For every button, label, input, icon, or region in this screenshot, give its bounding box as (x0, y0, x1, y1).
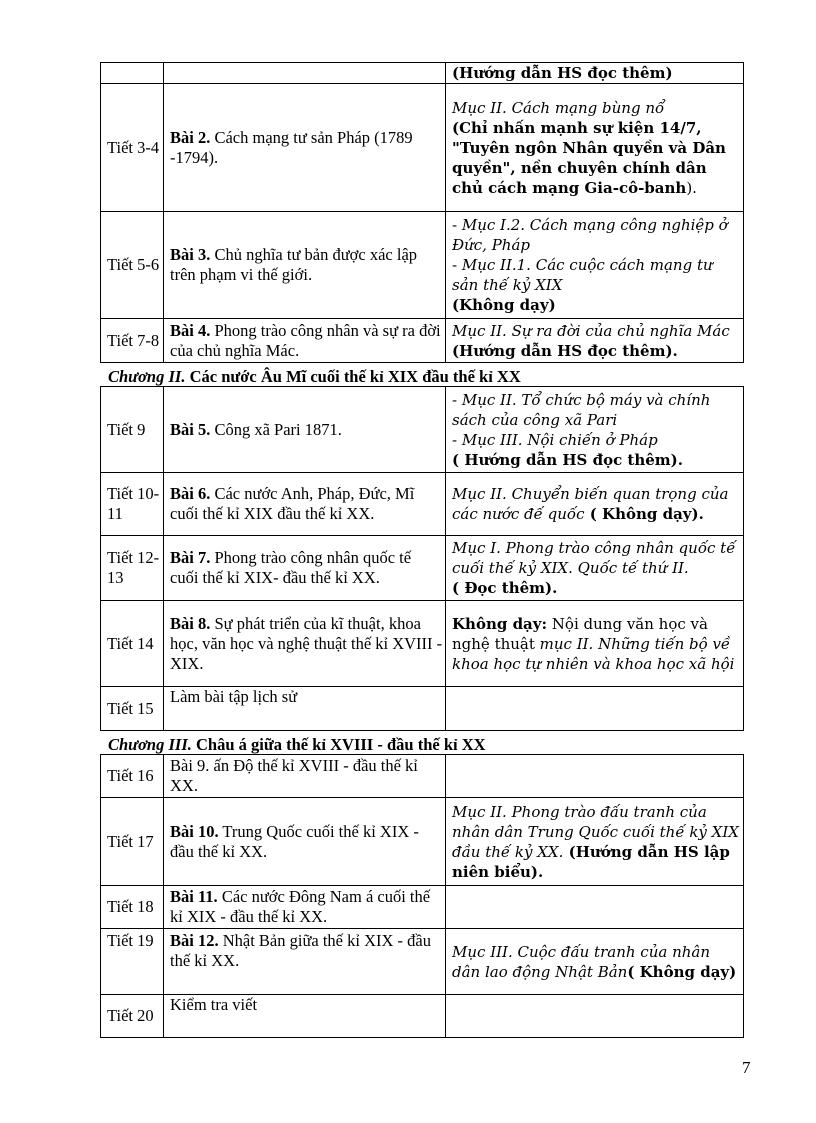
table-row (101, 755, 744, 798)
note-cell (446, 687, 744, 731)
lesson-table-3 (100, 754, 744, 1038)
table-row (101, 84, 744, 212)
note-cell: Không dạy: Nội dung văn học và nghệ thuật mục II. Những tiến bộ về khoa học tự nhiên và khoa học xã hội (446, 601, 744, 687)
period-cell: Tiết 15 (101, 687, 164, 731)
lesson-cell (164, 63, 446, 84)
period-cell: Tiết 12-13 (101, 536, 164, 601)
period-cell: Tiết 10-11 (101, 473, 164, 536)
table-row (101, 929, 744, 995)
note-cell (446, 886, 744, 929)
page-number: 7 (742, 1058, 751, 1077)
period-cell: Tiết 20 (101, 995, 164, 1038)
lesson-cell: Bài 10. Trung Quốc cuối thế kỉ XIX - đầu thế kỉ XX. (164, 798, 446, 886)
table-row (101, 319, 744, 363)
period-cell (101, 63, 164, 84)
table-row (101, 473, 744, 536)
period-cell: Tiết 7-8 (101, 319, 164, 363)
lesson-cell: Bài 11. Các nước Đông Nam á cuối thế kỉ XIX - đầu thế kỉ XX. (164, 886, 446, 929)
note-cell: - Mục I.2. Cách mạng công nghiệp ở Đức, Pháp - Mục II.1. Các cuộc cách mạng tư sản thế kỷ XIX (Không dạy) (446, 212, 744, 319)
note-cell (446, 755, 744, 798)
table-row (101, 995, 744, 1038)
lesson-cell: Bài 5. Công xã Pari 1871. (164, 387, 446, 473)
table-row (101, 601, 744, 687)
chapter-2-title: Chương II. Các nước Âu Mĩ cuối thế kỉ XIX đầu thế kỉ XX (108, 367, 521, 386)
note-cell: Mục II. Chuyển biến quan trọng của các nước đế quốc ( Không dạy). (446, 473, 744, 536)
lesson-cell: Bài 12. Nhật Bản giữa thế kỉ XIX - đầu thế kỉ XX. (164, 929, 446, 995)
note-cell: Mục II. Phong trào đấu tranh của nhân dân Trung Quốc cuối thế kỷ XIX đầu thế kỷ XX. (Hướng dẫn HS lập niên biểu). (446, 798, 744, 886)
table-row (101, 687, 744, 731)
period-cell: Tiết 16 (101, 755, 164, 798)
lesson-cell: Bài 8. Sự phát triển của kĩ thuật, khoa học, văn học và nghệ thuật thế kỉ XVIII - XIX. (164, 601, 446, 687)
period-cell: Tiết 17 (101, 798, 164, 886)
note-cell: Mục I. Phong trào công nhân quốc tế cuối thế kỷ XIX. Quốc tế thứ II. ( Đọc thêm). (446, 536, 744, 601)
table-row (101, 798, 744, 886)
lesson-cell: Bài 9. ấn Độ thế kỉ XVIII - đầu thế kỉ XX. (164, 755, 446, 798)
lesson-cell: Kiểm tra viết (164, 995, 446, 1038)
lesson-table-2 (100, 386, 744, 731)
lesson-cell: Bài 4. Phong trào công nhân và sự ra đời của chủ nghĩa Mác. (164, 319, 446, 363)
table-row (101, 212, 744, 319)
table-row (101, 536, 744, 601)
period-cell: Tiết 14 (101, 601, 164, 687)
period-cell: Tiết 9 (101, 387, 164, 473)
lesson-cell: Bài 7. Phong trào công nhân quốc tế cuối thế kỉ XIX- đầu thế kỉ XX. (164, 536, 446, 601)
table-row (101, 387, 744, 473)
lesson-cell: Bài 3. Chủ nghĩa tư bản được xác lập trên phạm vi thế giới. (164, 212, 446, 319)
lesson-cell: Bài 6. Các nước Anh, Pháp, Đức, Mĩ cuối thế kỉ XIX đầu thế kỉ XX. (164, 473, 446, 536)
note-cell: Mục II. Cách mạng bùng nổ (Chỉ nhấn mạnh sự kiện 14/7, "Tuyên ngôn Nhân quyền và Dân quyền", nền chuyên chính dân chủ cách mạng Gia-cô-banh). (446, 84, 744, 212)
note-cell: Mục II. Sự ra đời của chủ nghĩa Mác (Hướng dẫn HS đọc thêm). (446, 319, 744, 363)
period-cell: Tiết 18 (101, 886, 164, 929)
table-row (101, 886, 744, 929)
note-cell: (Hướng dẫn HS đọc thêm) (446, 63, 744, 84)
lesson-cell: Làm bài tập lịch sử (164, 687, 446, 731)
note-cell (446, 995, 744, 1038)
period-cell: Tiết 19 (101, 929, 164, 995)
table-row (101, 63, 744, 84)
note-cell: Mục III. Cuộc đấu tranh của nhân dân lao động Nhật Bản( Không dạy) (446, 929, 744, 995)
period-cell: Tiết 5-6 (101, 212, 164, 319)
period-cell: Tiết 3-4 (101, 84, 164, 212)
chapter-3-title: Chương III. Châu á giữa thế kỉ XVIII - đầu thế kỉ XX (108, 735, 486, 754)
lesson-cell: Bài 2. Cách mạng tư sản Pháp (1789 -1794). (164, 84, 446, 212)
lesson-table-1 (100, 62, 744, 363)
note-cell: - Mục II. Tổ chức bộ máy và chính sách của công xã Pari - Mục III. Nội chiến ở Pháp ( Hướng dẫn HS đọc thêm). (446, 387, 744, 473)
